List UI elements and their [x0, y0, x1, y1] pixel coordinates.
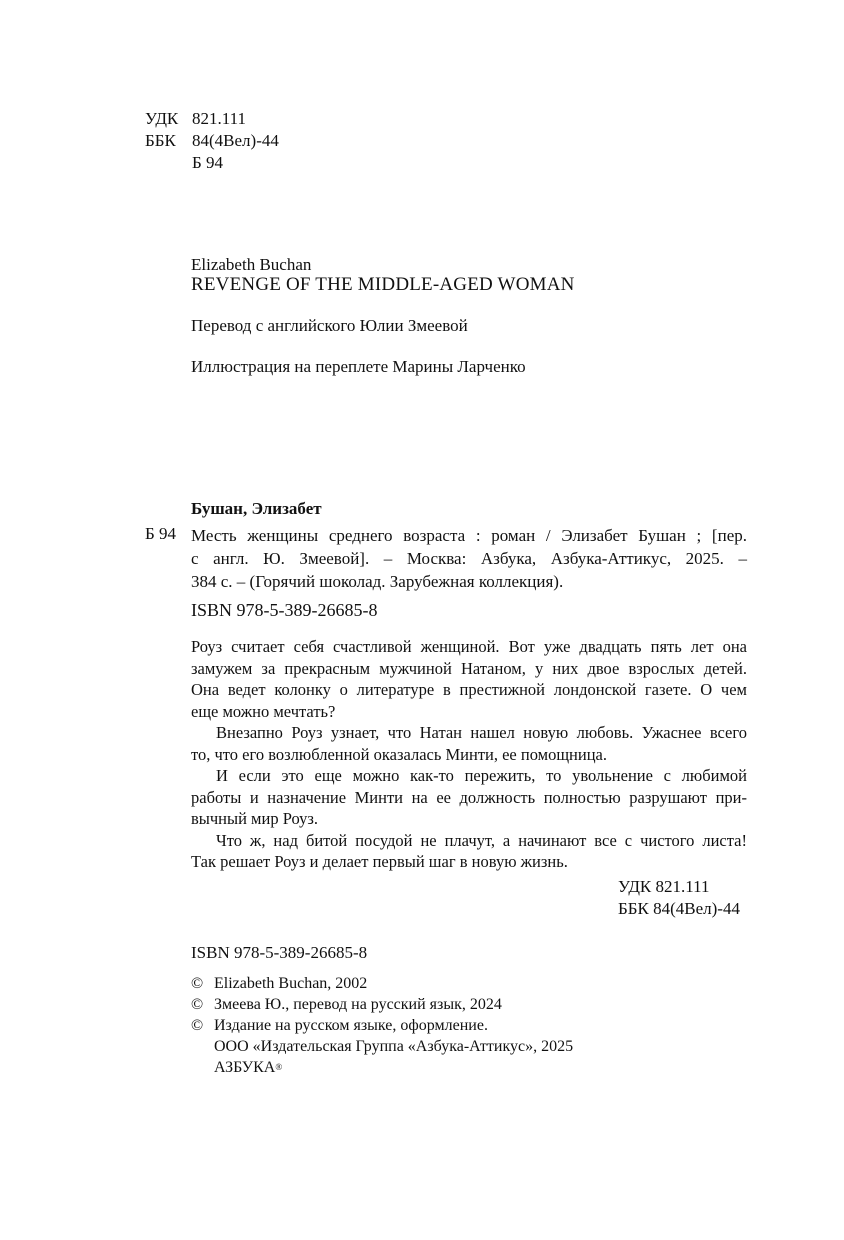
annotation: [191, 636, 747, 873]
copyright-row: [191, 1015, 573, 1036]
bbk-value: 84(4Вел)-44: [192, 131, 279, 150]
annotation-line: вычный мир Роуз.: [191, 809, 318, 828]
registered-mark: ®: [275, 1062, 283, 1072]
bbk-row: [145, 130, 279, 152]
author-mark-row: [145, 152, 279, 174]
annotation-line: работы и назначение Минти на ее должность полностью разрушают при-: [191, 787, 747, 807]
bbk-label: ББК: [145, 131, 176, 150]
codes-right: [618, 876, 740, 920]
copyright-line: Змеева Ю., перевод на русский язык, 2024: [214, 996, 502, 1013]
annotation-line: Она ведет колонку о литературе в престижной лондонской газете. О чем: [191, 680, 747, 699]
copyright-symbol: ©: [191, 996, 204, 1013]
copyright-symbol: ©: [191, 975, 204, 992]
annotation-line: И если это еще можно как-то пережить, то увольнение с любимой: [216, 766, 747, 785]
classification-block: [145, 108, 279, 174]
udk-code: УДК 821.111: [618, 877, 710, 896]
original-author: Elizabeth Buchan: [191, 255, 312, 274]
bib-description-line: 384 с. – (Горячий шоколад. Зарубежная коллекция).: [191, 572, 564, 591]
annotation-line: то, что его возлюбленной оказалась Минти, ее помощница.: [191, 744, 607, 764]
annotation-line: Так решает Роуз и делает первый шаг в новую жизнь.: [191, 852, 568, 871]
bib-isbn: ISBN 978-5-389-26685-8: [191, 600, 378, 620]
annotation-line: еще можно мечтать?: [191, 701, 336, 721]
illustration-credit: Иллюстрация на переплете Марины Ларченко: [191, 357, 526, 376]
annotation-line: замужем за прекрасным мужчиной Натаном, у них двое взрослых детей.: [191, 658, 747, 678]
translation-credit: Перевод с английского Юлии Змеевой: [191, 316, 468, 335]
original-title: REVENGE OF THE MIDDLE-AGED WOMAN: [191, 274, 575, 295]
bib-description: [191, 524, 747, 593]
udk-row: [145, 108, 279, 130]
imprint-isbn: ISBN 978-5-389-26685-8: [191, 943, 368, 962]
bib-description-line: с англ. Ю. Змеевой]. – Москва: Азбука, Азбука-Аттикус, 2025. –: [191, 549, 747, 568]
bib-description-line: Месть женщины среднего возраста : роман / Элизабет Бушан ; [пер.: [191, 526, 747, 545]
bib-author-heading: Бушан, Элизабет: [191, 499, 322, 518]
copyright-row: [191, 973, 573, 994]
udk-value: 821.111: [192, 109, 246, 128]
annotation-line: Роуз считает себя счастливой женщиной. Вот уже двадцать пять лет она: [191, 637, 747, 656]
annotation-line: Внезапно Роуз узнает, что Натан нашел новую любовь. Ужаснее всего: [216, 723, 747, 742]
copyright-row: [191, 994, 573, 1015]
copyright-symbol: ©: [191, 1017, 204, 1034]
copyright-line: Издание на русском языке, оформление.: [214, 1017, 488, 1034]
bbk-code: ББК 84(4Вел)-44: [618, 899, 740, 918]
author-mark: Б 94: [192, 153, 224, 172]
udk-label: УДК: [145, 109, 179, 128]
imprint-name: АЗБУКА: [214, 1059, 276, 1076]
bib-author-mark: Б 94: [145, 524, 177, 543]
publisher-line: ООО «Издательская Группа «Азбука-Аттикус», 2025: [214, 1038, 574, 1055]
annotation-line: Что ж, над битой посудой не плачут, а начинают все с чистого листа!: [216, 830, 747, 850]
imprint-name-row: [191, 1057, 573, 1078]
copyright-line: Elizabeth Buchan, 2002: [214, 975, 368, 992]
copyright-block: [191, 973, 573, 1078]
